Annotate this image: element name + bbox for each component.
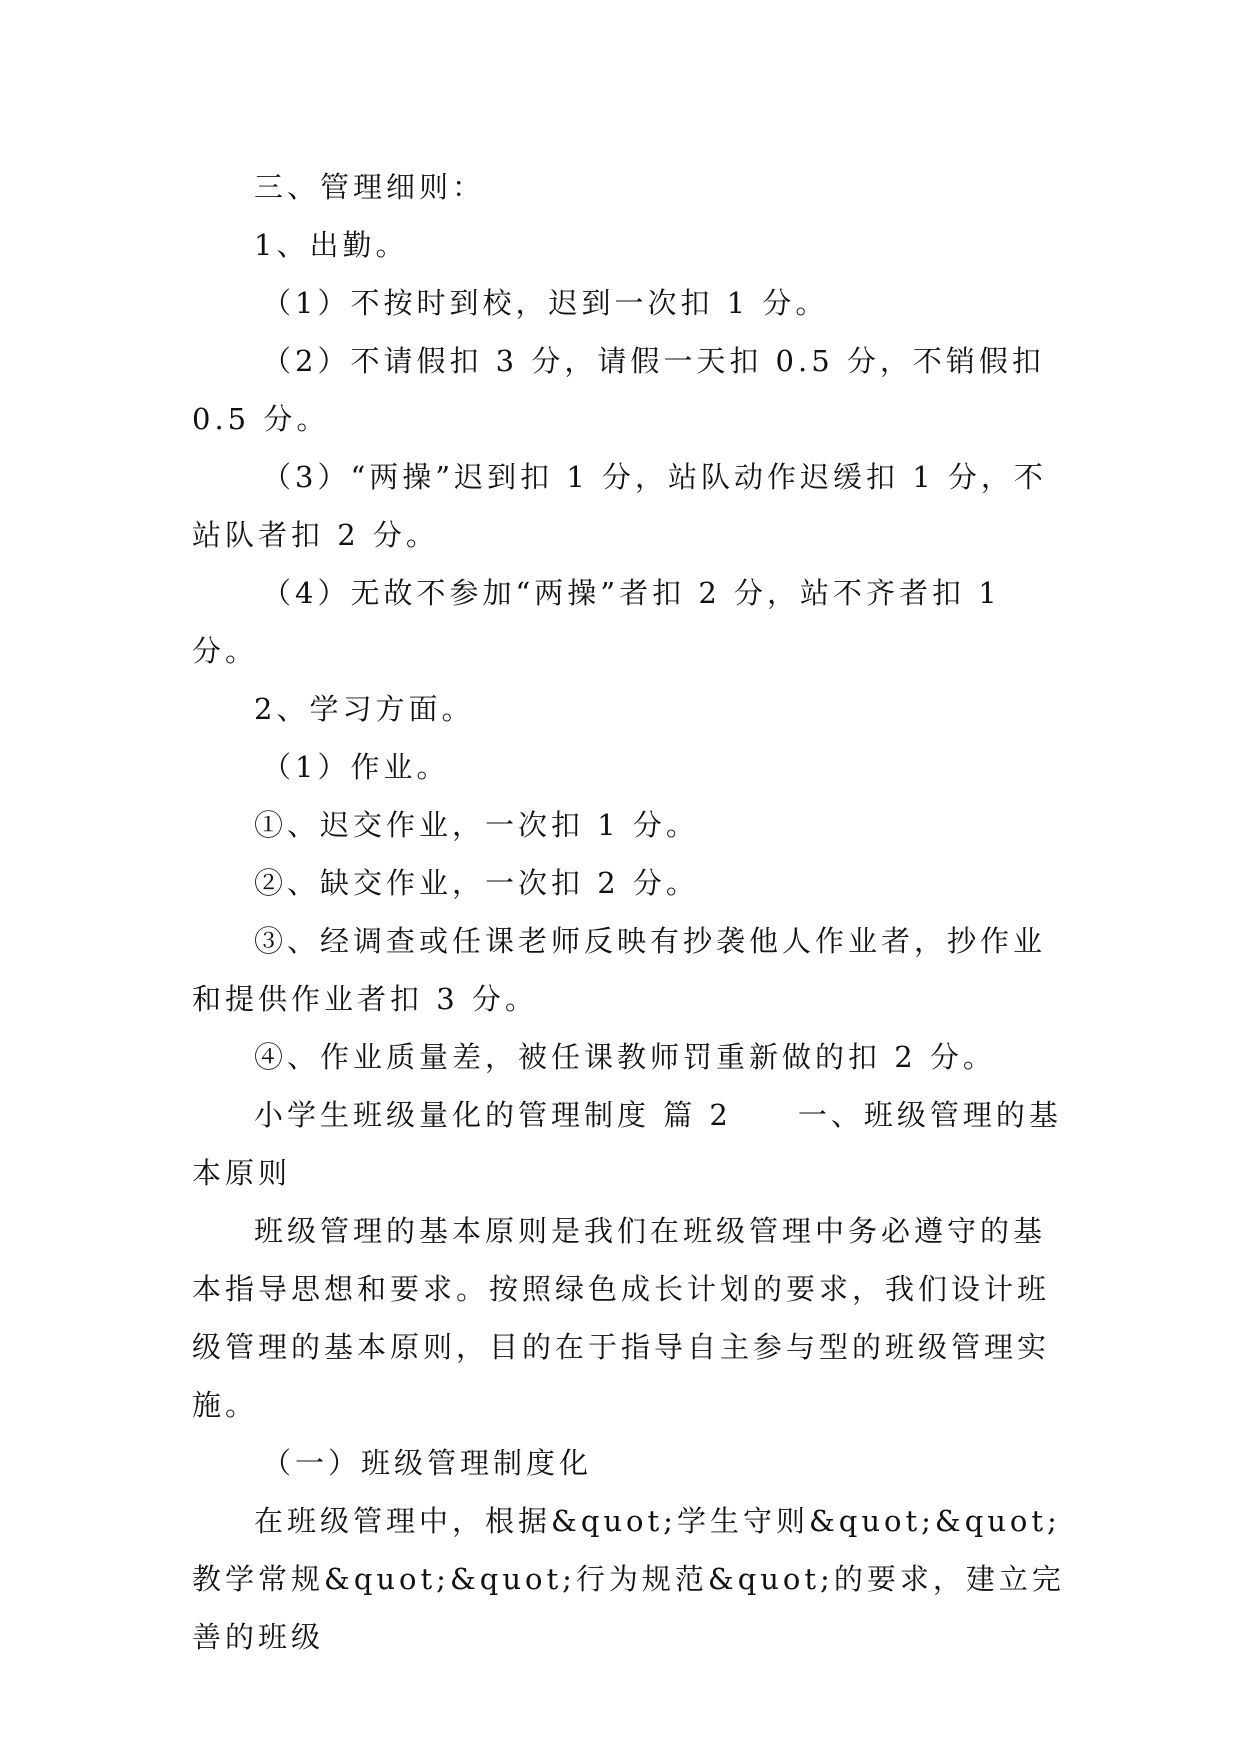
homework-item-4: ④、作业质量差，被任课教师罚重新做的扣 2 分。 — [254, 1040, 996, 1074]
homework-item-2: ②、缺交作业，一次扣 2 分。 — [254, 866, 699, 900]
management-paragraph: 在班级管理中，根据&quot;学生守则&quot;&quot;教学常规&quot;&quot;行为规范&quot;的要求，建立完善的班级 — [192, 1504, 1065, 1654]
article-heading: 小学生班级量化的管理制度 篇 2 一、班级管理的基本原则 — [192, 1098, 1062, 1190]
section-heading: 三、管理细则： — [254, 170, 486, 204]
homework-heading: （1）作业。 — [262, 750, 450, 784]
attendance-item-1: （1）不按时到校，迟到一次扣 1 分。 — [262, 286, 829, 320]
attendance-item-2: （2）不请假扣 3 分，请假一天扣 0.5 分，不销假扣 0.5 分。 — [192, 344, 1045, 436]
study-heading: 2、学习方面。 — [254, 692, 475, 726]
homework-item-1: ①、迟交作业，一次扣 1 分。 — [254, 808, 699, 842]
document-body — [192, 158, 1072, 1666]
principles-paragraph: 班级管理的基本原则是我们在班级管理中务必遵守的基本指导思想和要求。按照绿色成长计划的要求，我们设计班级管理的基本原则，目的在于指导自主参与型的班级管理实施。 — [192, 1214, 1051, 1422]
attendance-item-3: （3）“两操”迟到扣 1 分，站队动作迟缓扣 1 分，不站队者扣 2 分。 — [192, 460, 1047, 552]
attendance-heading: 1、出勤。 — [254, 228, 409, 262]
subsection-heading: （一）班级管理制度化 — [262, 1446, 593, 1480]
attendance-item-4: （4）无故不参加“两操”者扣 2 分，站不齐者扣 1 分。 — [192, 576, 1001, 668]
homework-item-3: ③、经调查或任课老师反映有抄袭他人作业者，抄作业和提供作业者扣 3 分。 — [192, 924, 1047, 1016]
